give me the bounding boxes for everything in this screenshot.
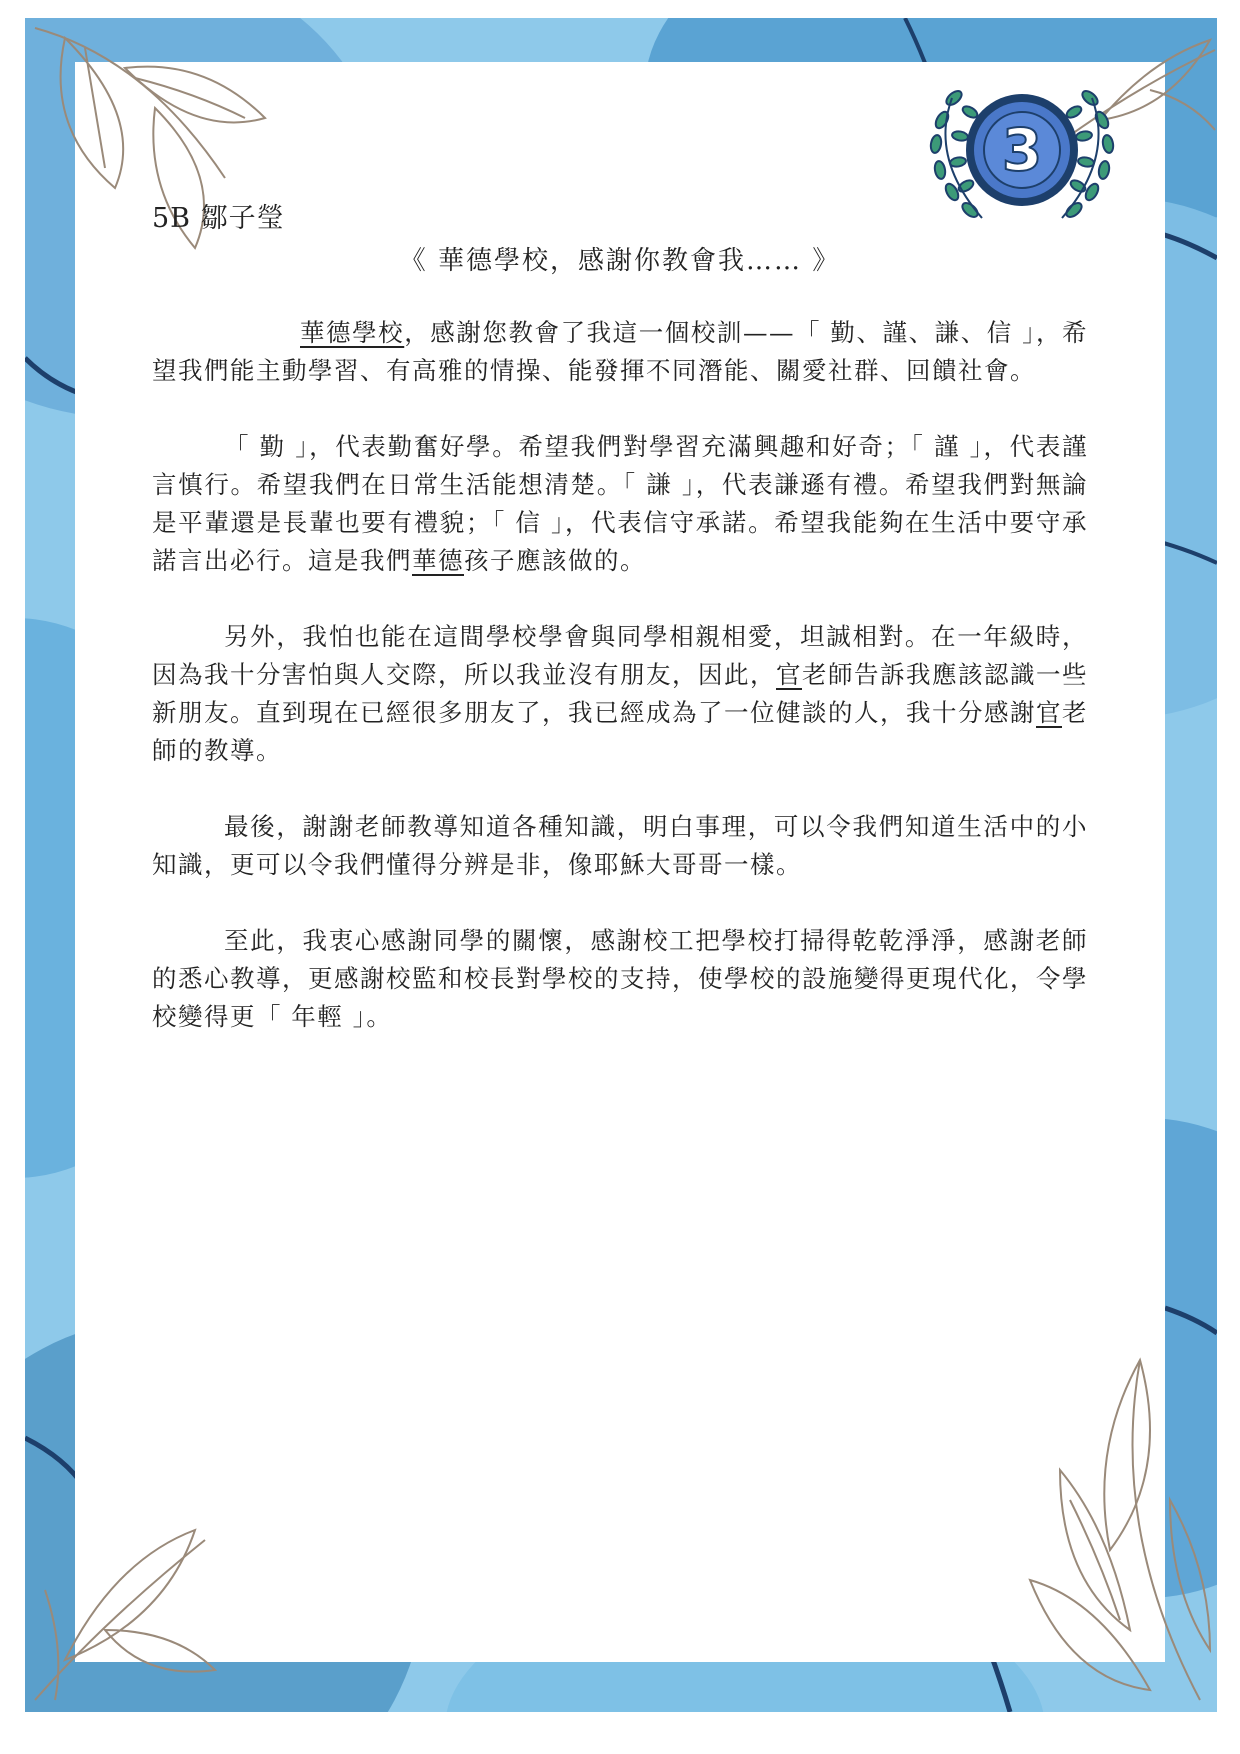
paragraph-text: 老師的教導。 [152,698,1088,765]
essay-paragraph [152,922,1088,1036]
essay-paragraph [152,314,1088,390]
essay-paragraph [152,618,1088,770]
paragraph-text: 孩子應該做的。 [464,546,646,575]
author-name: 5B 鄒子瑩 [152,203,285,234]
paragraph-text: 至此，我衷心感謝同學的關懷，感謝校工把學校打掃得乾乾淨淨，感謝老師的悉心教導，更感謝校監和校長對學校的支持，使學校的設施變得更現代化，令學校變得更「 年輕 」。 [152,926,1088,1031]
underlined-name: 官 [1036,698,1062,727]
paragraph-text: 「 勤 」，代表勤奮好學。希望我們對學習充滿興趣和好奇；「 謹 」，代表謹言慎行。希望我們在日常生活能想清楚。「 謙 」，代表謙遜有禮。希望我們對無論是平輩還是長輩也要有禮貌；「 信 」，代表信守承諾。希望我能夠在生活中要守承諾言出必行。這是我們 [152,432,1088,575]
laurel-medal-icon [912,78,1132,238]
underlined-name: 華德 [412,546,464,575]
paragraph-text: 老師告訴我應該認識一些新朋友。直到現在已經很多朋友了，我已經成為了一位健談的人，我十分感謝 [152,660,1088,727]
paragraph-text: 最後，謝謝老師教導知道各種知識，明白事理，可以令我們知道生活中的小知識，更可以令我們懂得分辨是非，像耶穌大哥哥一樣。 [152,812,1088,879]
paragraph-text: 另外，我怕也能在這間學校學會與同學相親相愛，坦誠相對。在一年級時，因為我十分害怕與人交際，所以我並沒有朋友，因此， [152,622,1088,689]
medal-number: 3 [1001,116,1043,184]
essay-title: 《 華德學校，感謝你教會我…… 》 [399,246,841,276]
paragraph-text: ，感謝您教會了我這一個校訓——「 勤、謹、謙、信 」，希望我們能主動學習、有高雅的情操、能發揮不同潛能、關愛社群、回饋社會。 [152,318,1089,385]
essay-body [152,314,1088,1074]
underlined-name: 華德學校 [300,318,405,347]
essay-paragraph [152,808,1088,884]
underlined-name: 官 [776,660,802,689]
essay-paragraph [152,428,1088,580]
